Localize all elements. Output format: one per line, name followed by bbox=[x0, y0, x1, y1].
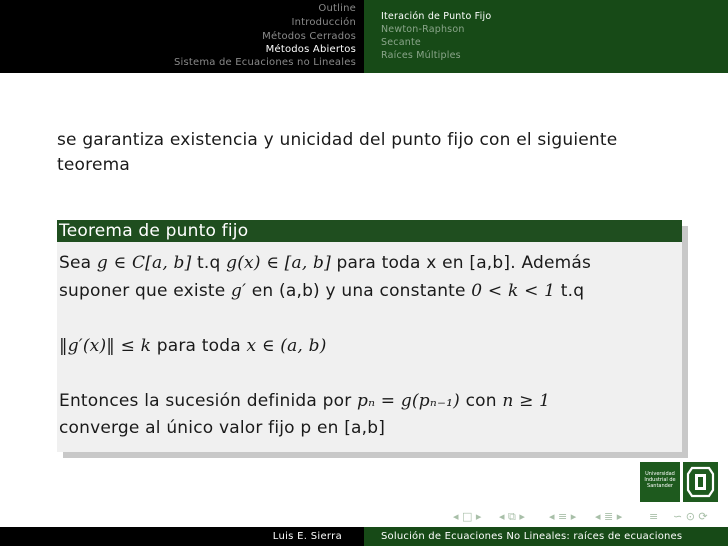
logo-text-box bbox=[640, 462, 680, 502]
footer-title-panel bbox=[364, 527, 728, 546]
subsection-newton-raphson[interactable]: Newton-Raphson bbox=[381, 24, 465, 35]
section-introduccion[interactable]: Introducción bbox=[291, 17, 356, 28]
theorem-line-1: Sea g ∈ C[a, b] t.q g(x) ∈ [a, b] para toda x en [a,b]. Además bbox=[59, 253, 592, 273]
header-bar bbox=[0, 0, 728, 73]
subsection-secante[interactable]: Secante bbox=[381, 37, 421, 48]
logo-line-1: Universidad bbox=[645, 471, 675, 477]
university-logo bbox=[640, 462, 718, 502]
footer-author-panel bbox=[0, 527, 364, 546]
section-metodos-abiertos[interactable]: Métodos Abiertos bbox=[265, 44, 356, 55]
theorem-block bbox=[57, 220, 682, 452]
section-metodos-cerrados[interactable]: Métodos Cerrados bbox=[262, 31, 356, 42]
theorem-line-2: suponer que existe g′ en (a,b) y una constante 0 < k < 1 t.q bbox=[59, 281, 585, 301]
block-title: Teorema de punto fijo bbox=[59, 221, 249, 241]
subsection-raices-multiples[interactable]: Raíces Múltiples bbox=[381, 50, 461, 61]
subsection-punto-fijo[interactable]: Iteración de Punto Fijo bbox=[381, 11, 492, 22]
nav-search-icon[interactable]: ∽ ⊙ ⟳ bbox=[673, 510, 708, 523]
theorem-line-5: converge al único valor fijo p en [a,b] bbox=[59, 418, 386, 438]
intro-text: se garantiza existencia y unicidad del punto fijo con el siguiente teorema bbox=[57, 130, 618, 175]
footer-author: Luis E. Sierra bbox=[272, 531, 342, 542]
theorem-condition: ‖g′(x)‖ ≤ k para toda x ∈ (a, b) bbox=[59, 336, 327, 356]
section-outline[interactable]: Outline bbox=[318, 3, 356, 14]
logo-line-3: Santander bbox=[647, 483, 673, 489]
logo-line-2: Industrial de bbox=[644, 477, 676, 483]
nav-frame-icon[interactable]: ◂ ⧉ ▸ bbox=[499, 510, 525, 523]
block-title-bar bbox=[57, 220, 682, 242]
section-sistema-ecuaciones[interactable]: Sistema de Ecuaciones no Lineales bbox=[173, 57, 356, 68]
nav-align-icon[interactable]: ≡ bbox=[649, 510, 659, 523]
footer-title: Solución de Ecuaciones No Lineales: raíces de ecuaciones bbox=[381, 531, 683, 542]
theorem-line-4: Entonces la sucesión definida por pₙ = g(pₙ₋₁) con n ≥ 1 bbox=[59, 391, 551, 411]
nav-section-icon[interactable]: ◂ ≣ ▸ bbox=[595, 510, 623, 523]
nav-subsection-icon[interactable]: ◂ ≡ ▸ bbox=[549, 510, 577, 523]
subsection-navigation bbox=[364, 0, 728, 73]
nav-arrow-left-icon[interactable]: ◂ □ ▸ bbox=[453, 510, 482, 523]
navigation-symbols bbox=[453, 510, 713, 526]
university-emblem-icon bbox=[683, 462, 718, 502]
footer-bar bbox=[0, 527, 728, 546]
section-navigation bbox=[0, 0, 364, 73]
